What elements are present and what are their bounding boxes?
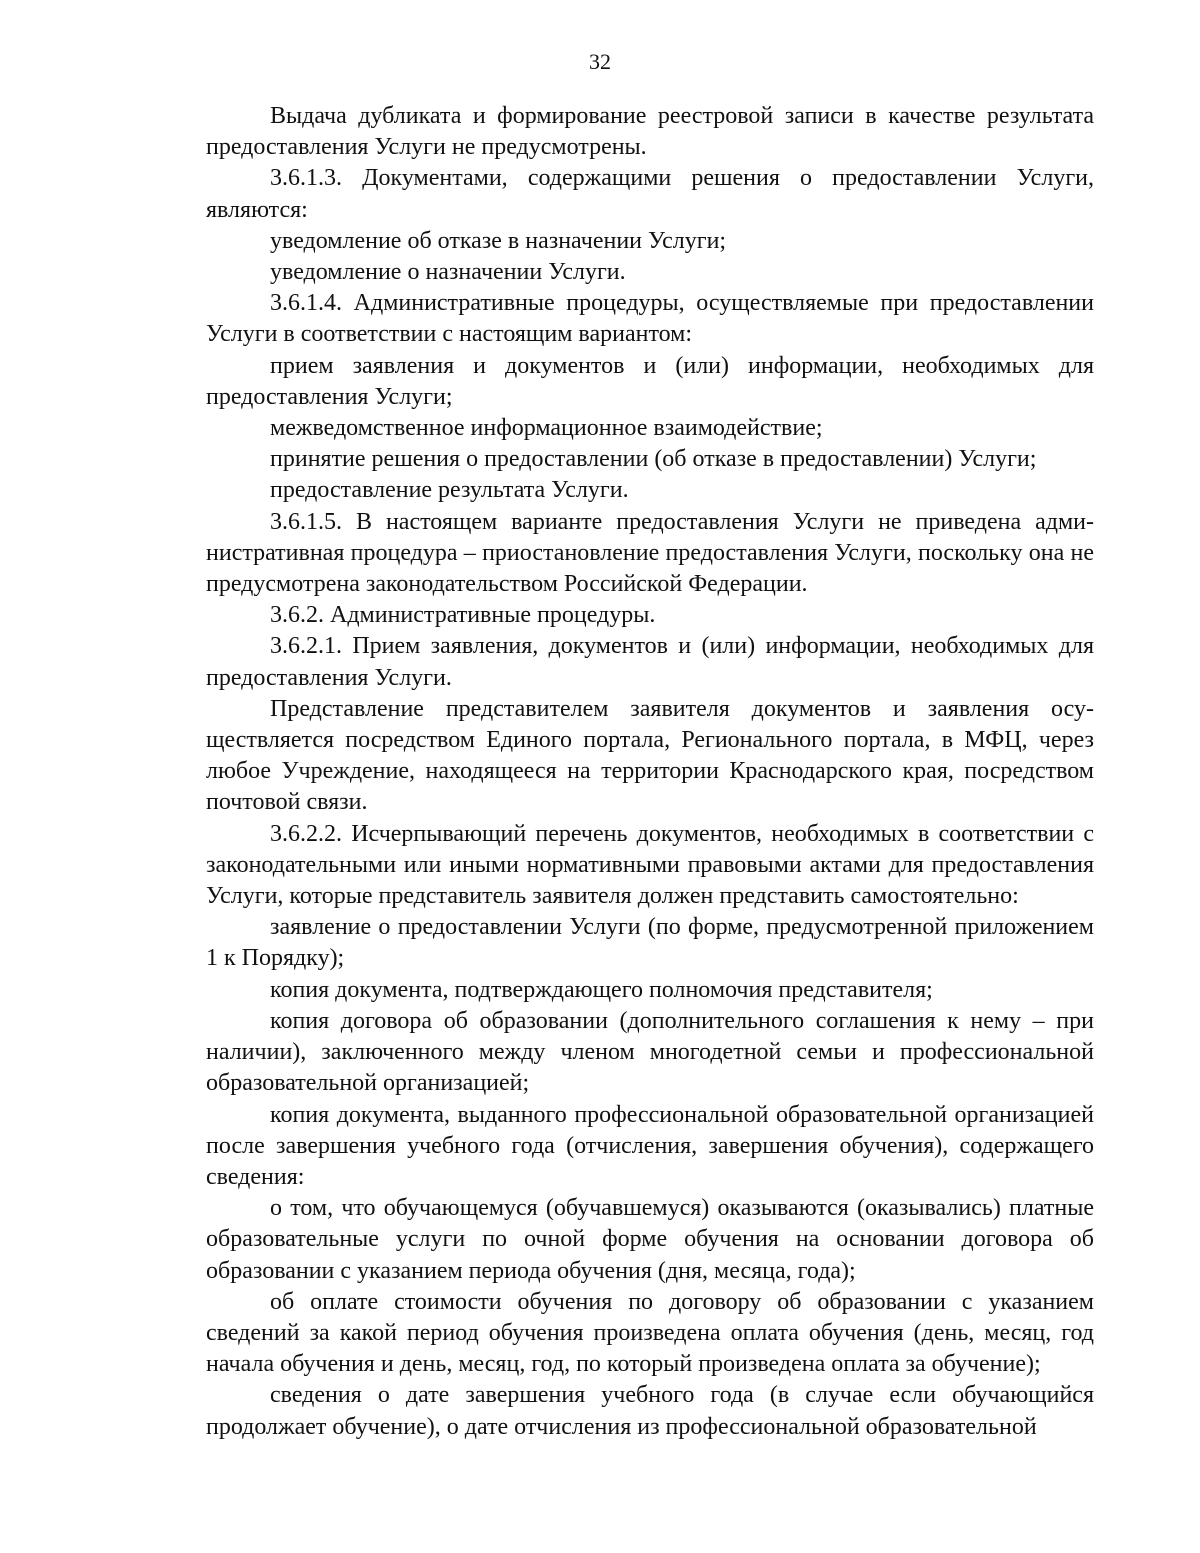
paragraph: межведомственное информационное взаимодействие; [270, 415, 823, 442]
paragraph: уведомление об отказе в назначении Услуги; [270, 227, 727, 254]
paragraph: предоставление результата Услуги. [270, 477, 629, 504]
paragraph: заявление о предоставлении Услуги (по форме, предусмотренной приложением 1 к Порядку); [206, 914, 1094, 972]
page-number: 32 [589, 49, 611, 74]
paragraph: сведения о дате завершения учебного года (в случае если обучающийся продолжает обучение), о дате отчисления из профессиональной образовательной [206, 1382, 1094, 1440]
paragraph: 3.6.1.5. В настоящем варианте предоставления Услуги не приведена административная процедура – приостановление предоставления Услуги, поскольку она не предусмотрена законодательством Российской Федерации. [206, 508, 1094, 598]
paragraph: 3.6.2. Административные процедуры. [270, 602, 656, 629]
paragraph: Выдача дубликата и формирование реестровой записи в качестве результата предоставления Услуги не предусмотрены. [206, 103, 1094, 161]
paragraph: 3.6.1.3. Документами, содержащими решения о предоставлении Услуги, являются: [206, 165, 1094, 223]
paragraph: копия договора об образовании (дополнительного соглашения к нему – при наличии), заключенного между членом многодетной семьи и профессиональной образовательной организацией; [206, 1007, 1094, 1097]
paragraph: прием заявления и документов и (или) информации, необходимых для предоставления Услуги; [206, 352, 1094, 410]
paragraph: о том, что обучающемуся (обучавшемуся) оказываются (оказывались) платные образовательные услуги по очной форме обучения на основании договора об образовании с указанием периода обучения (дня, месяца, года); [206, 1195, 1094, 1284]
paragraph: 3.6.2.1. Прием заявления, документов и (или) информации, необходимых для предоставления Услуги. [206, 633, 1094, 691]
document-body [206, 101, 1094, 1443]
paragraph: копия документа, выданного профессиональной образовательной организацией после завершения учебного года (отчисления, завершения обучения), содержащего сведения: [206, 1101, 1094, 1190]
paragraph: 3.6.1.4. Административные процедуры, осуществляемые при предоставлении Услуги в соответствии с настоящим вариантом: [206, 290, 1094, 348]
paragraph: 3.6.2.2. Исчерпывающий перечень документов, необходимых в соответствии с законодательными или иными нормативными правовыми актами для предоставления Услуги, которые представитель заявителя должен представить самостоятельно: [206, 820, 1094, 910]
paragraph: уведомление о назначении Услуги. [270, 259, 626, 286]
paragraph: об оплате стоимости обучения по договору об образовании с указанием сведений за какой период обучения произведена оплата обучения (день, месяц, год начала обучения и день, месяц, год, по который произведена оплата за обучение); [206, 1288, 1094, 1378]
paragraph: копия документа, подтверждающего полномочия представителя; [270, 976, 933, 1003]
paragraph: Представление представителем заявителя документов и заявления осуществляется посредством Единого портала, Регионального портала, в МФЦ, через любое Учреждение, находящееся на территории Краснодарского края, посредством почтовой связи. [206, 695, 1094, 816]
paragraph: принятие решения о предоставлении (об отказе в предоставлении) Услуги; [270, 446, 1037, 473]
